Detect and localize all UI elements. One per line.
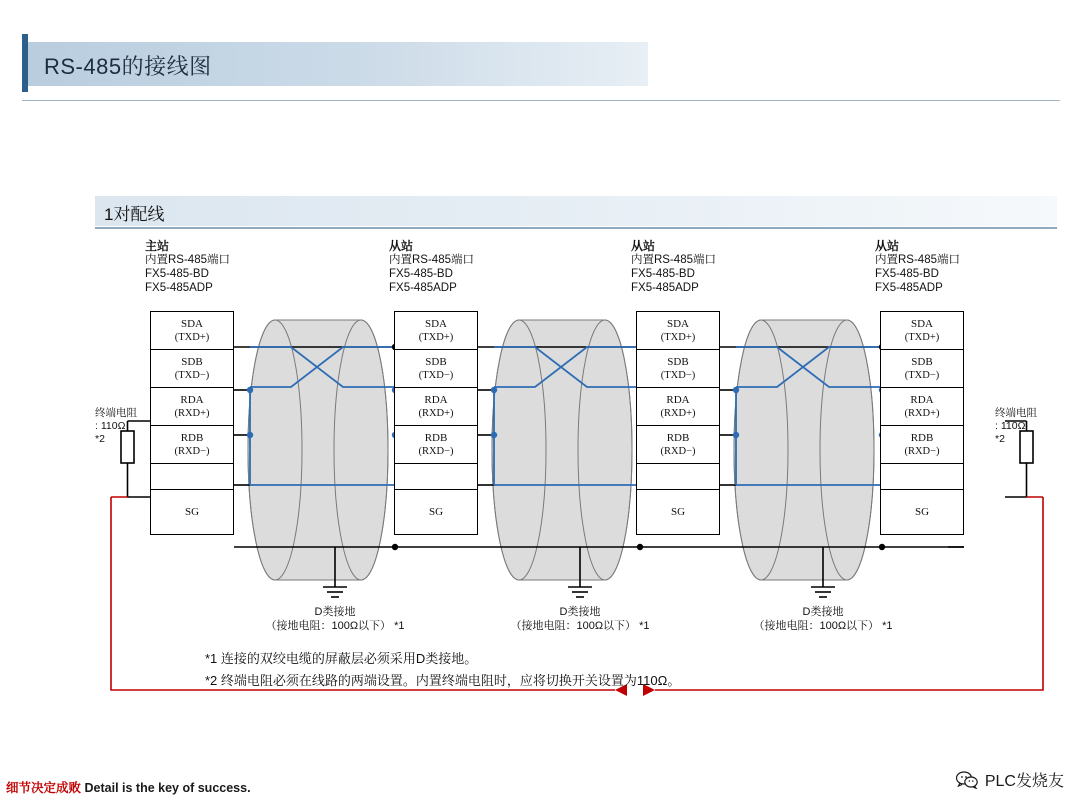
terminal-alt: (TXD+) <box>418 331 454 343</box>
terminal-cell-sda <box>395 312 477 350</box>
station-line-4-3: FX5-485ADP <box>875 282 943 294</box>
term-value: : 110Ω <box>995 420 1026 432</box>
terminal-name: SG <box>184 505 200 518</box>
terminal-alt: (RXD+) <box>904 407 940 419</box>
terminal-block-4 <box>880 311 964 535</box>
terminal-cell-rdb <box>151 426 233 464</box>
terminal-cell-rdb <box>395 426 477 464</box>
terminal-name: RDB <box>666 431 690 444</box>
terminal-name: RDA <box>180 393 204 406</box>
terminal-name: RDA <box>666 393 690 406</box>
page-title: RS-485的接线图 <box>44 54 212 79</box>
terminal-cell-sg <box>151 490 233 534</box>
station-line-3-2: FX5-485-BD <box>631 268 695 280</box>
station-header-1 <box>145 239 230 295</box>
terminal-name: SDA <box>424 317 447 330</box>
wechat-badge <box>956 768 1064 791</box>
terminal-name: SDB <box>181 355 203 368</box>
station-line-1-1: 内置RS-485端口 <box>145 254 230 266</box>
terminal-alt: (TXD−) <box>418 369 454 381</box>
footer-slogan-en: Detail is the key of success. <box>84 781 251 795</box>
ground-title: D类接地 <box>314 606 356 618</box>
terminal-alt: (RXD−) <box>418 445 454 457</box>
terminal-block-1 <box>150 311 234 535</box>
terminal-cell-rda <box>395 388 477 426</box>
terminal-name: RDB <box>910 431 934 444</box>
ground-detail-row <box>495 619 665 633</box>
term-title: 终端电阻 <box>95 407 137 419</box>
terminal-block-2 <box>394 311 478 535</box>
ground-detail: （接地电阻：100Ω以下） <box>265 620 392 632</box>
terminal-cell-rda <box>637 388 719 426</box>
section-label: 1对配线 <box>104 205 165 224</box>
station-line-2-2: FX5-485-BD <box>389 268 453 280</box>
terminal-alt: (RXD−) <box>174 445 210 457</box>
terminal-alt: (TXD+) <box>174 331 210 343</box>
ground-detail-row <box>250 619 420 633</box>
terminal-cell-sda <box>881 312 963 350</box>
term-note: *2 <box>995 433 1005 445</box>
station-line-2-1: 内置RS-485端口 <box>389 254 474 266</box>
ground-detail: （接地电阻：100Ω以下） <box>753 620 880 632</box>
station-line-1-3: FX5-485ADP <box>145 282 213 294</box>
terminal-name: RDA <box>910 393 934 406</box>
term-note: *2 <box>95 433 105 445</box>
station-line-2-3: FX5-485ADP <box>389 282 457 294</box>
terminal-alt: (RXD−) <box>904 445 940 457</box>
terminal-cell-rda <box>881 388 963 426</box>
ground-note: *1 <box>639 620 650 632</box>
ground-label-1 <box>250 605 420 633</box>
terminal-alt: (RXD+) <box>660 407 696 419</box>
footnote-2: *2 终端电阻必须在线路的两端设置。内置终端电阻时，应将切换开关设置为110Ω。 <box>205 673 681 688</box>
wiring-diagram <box>95 235 1060 705</box>
terminal-cell-sdb <box>151 350 233 388</box>
terminal-name: SDA <box>180 317 203 330</box>
terminal-cell-spacer <box>881 464 963 490</box>
right-terminating-resistor-label <box>995 407 1057 446</box>
ground-detail: （接地电阻：100Ω以下） <box>510 620 637 632</box>
station-line-3-3: FX5-485ADP <box>631 282 699 294</box>
station-role-1: 主站 <box>145 239 170 253</box>
terminal-name: RDA <box>424 393 448 406</box>
terminal-cell-sg <box>395 490 477 534</box>
terminal-name: RDB <box>424 431 448 444</box>
terminal-name: SG <box>670 505 686 518</box>
terminal-cell-sdb <box>395 350 477 388</box>
header-divider <box>22 100 1060 101</box>
terminal-cell-sg <box>881 490 963 534</box>
terminal-cell-spacer <box>637 464 719 490</box>
terminal-cell-rda <box>151 388 233 426</box>
terminal-cell-sda <box>151 312 233 350</box>
station-line-3-1: 内置RS-485端口 <box>631 254 716 266</box>
station-role-2: 从站 <box>389 239 414 253</box>
terminal-name: SDA <box>910 317 933 330</box>
station-header-4 <box>875 239 960 295</box>
terminal-name: SG <box>428 505 444 518</box>
terminal-alt: (TXD+) <box>660 331 696 343</box>
terminal-name: SDB <box>425 355 447 368</box>
terminal-cell-spacer <box>151 464 233 490</box>
ground-note: *1 <box>394 620 405 632</box>
footnotes <box>205 648 680 692</box>
terminal-cell-sda <box>637 312 719 350</box>
station-line-4-2: FX5-485-BD <box>875 268 939 280</box>
term-value: : 110Ω <box>95 420 126 432</box>
terminal-name: SDA <box>666 317 689 330</box>
station-line-4-1: 内置RS-485端口 <box>875 254 960 266</box>
terminal-name: SG <box>914 505 930 518</box>
station-role-3: 从站 <box>631 239 656 253</box>
terminal-name: RDB <box>180 431 204 444</box>
footnote-1: *1 连接的双绞电缆的屏蔽层必须采用D类接地。 <box>205 651 478 666</box>
terminal-alt: (TXD+) <box>904 331 940 343</box>
footer-slogan-cn: 细节决定成败 <box>6 781 82 795</box>
terminal-name: SDB <box>667 355 689 368</box>
terminal-alt: (RXD−) <box>660 445 696 457</box>
terminal-cell-spacer <box>395 464 477 490</box>
section-band <box>95 196 1057 226</box>
term-title: 终端电阻 <box>995 407 1037 419</box>
ground-detail-row <box>738 619 908 633</box>
station-role-4: 从站 <box>875 239 900 253</box>
station-header-3 <box>631 239 716 295</box>
ground-note: *1 <box>882 620 893 632</box>
wechat-icon <box>956 771 978 789</box>
ground-title: D类接地 <box>802 606 844 618</box>
footer-slogan <box>6 778 251 796</box>
ground-title: D类接地 <box>559 606 601 618</box>
terminal-alt: (TXD−) <box>174 369 210 381</box>
terminal-cell-sg <box>637 490 719 534</box>
terminal-cell-sdb <box>881 350 963 388</box>
terminal-cell-rdb <box>637 426 719 464</box>
section-underline <box>95 227 1057 229</box>
left-terminating-resistor-label <box>95 407 153 446</box>
terminal-cell-sdb <box>637 350 719 388</box>
terminal-alt: (RXD+) <box>174 407 210 419</box>
station-header-2 <box>389 239 474 295</box>
terminal-name: SDB <box>911 355 933 368</box>
terminal-cell-rdb <box>881 426 963 464</box>
wechat-account-name: PLC发烧友 <box>984 773 1064 790</box>
station-line-1-2: FX5-485-BD <box>145 268 209 280</box>
terminal-alt: (RXD+) <box>418 407 454 419</box>
ground-label-2 <box>495 605 665 633</box>
ground-label-3 <box>738 605 908 633</box>
terminal-block-3 <box>636 311 720 535</box>
terminal-alt: (TXD−) <box>660 369 696 381</box>
terminal-alt: (TXD−) <box>904 369 940 381</box>
